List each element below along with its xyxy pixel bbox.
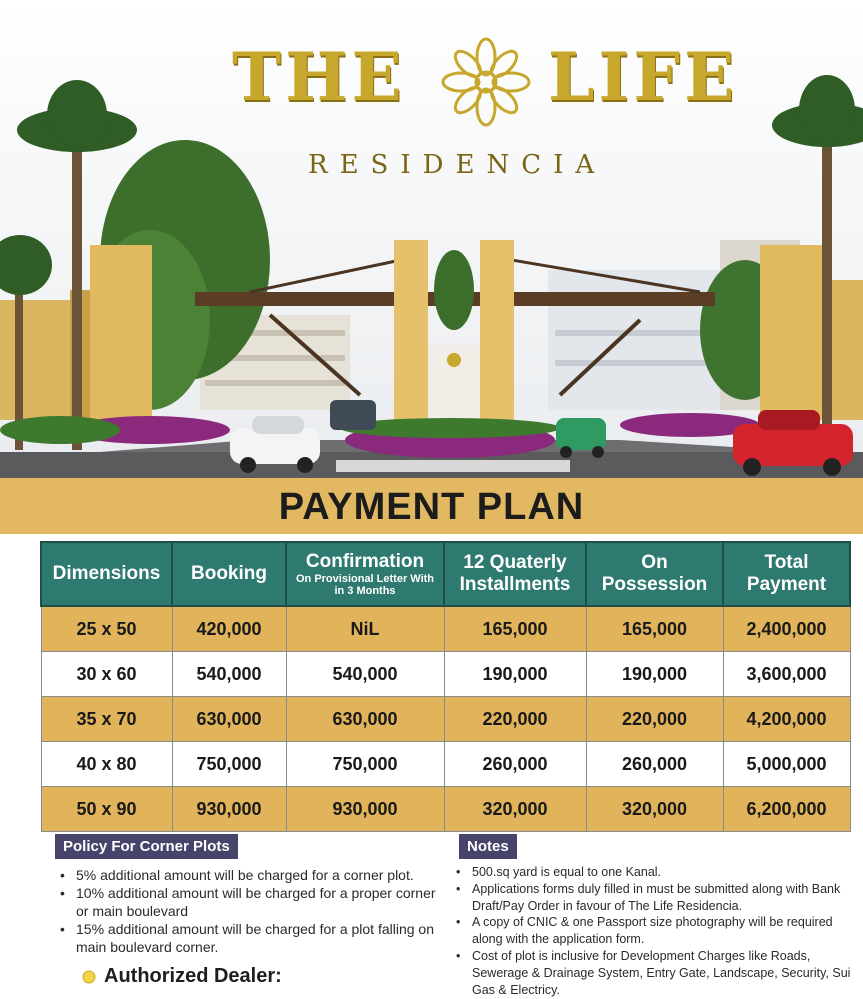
notes-label: Notes [459, 834, 517, 859]
hero-banner [0, 0, 863, 478]
cell-confirmation: 750,000 [286, 742, 444, 787]
list-item: • 15% additional amount will be charged for a plot falling on main boulevard corner. [58, 920, 448, 956]
cell-dimensions: 25 x 50 [41, 606, 172, 652]
list-item: • A copy of CNIC & one Passport size photography will be required along with the application form. [454, 914, 854, 948]
cell-confirmation: NiL [286, 606, 444, 652]
cell-possession: 190,000 [586, 652, 723, 697]
table-row [41, 652, 850, 697]
payment-plan-title: PAYMENT PLAN [278, 486, 585, 528]
brand-title-word-the: THE [232, 38, 406, 116]
cell-confirmation: 930,000 [286, 787, 444, 832]
cell-booking: 540,000 [172, 652, 286, 697]
brand-subtitle: RESIDENCIA [308, 150, 607, 180]
cell-installments: 320,000 [444, 787, 586, 832]
cell-confirmation: 540,000 [286, 652, 444, 697]
cell-dimensions: 35 x 70 [41, 697, 172, 742]
cell-possession: 260,000 [586, 742, 723, 787]
authorized-dealer-label: Authorized Dealer: [104, 965, 282, 987]
cell-possession: 320,000 [586, 787, 723, 832]
cell-installments: 190,000 [444, 652, 586, 697]
header-installments: 12 Quaterly Installments [444, 542, 586, 606]
cell-installments: 220,000 [444, 697, 586, 742]
header-booking: Booking [172, 542, 286, 606]
table-row [41, 742, 850, 787]
cell-dimensions: 40 x 80 [41, 742, 172, 787]
policy-label: Policy For Corner Plots [55, 834, 238, 859]
cell-booking: 630,000 [172, 697, 286, 742]
cell-possession: 220,000 [586, 697, 723, 742]
cell-possession: 165,000 [586, 606, 723, 652]
cell-total: 3,600,000 [723, 652, 850, 697]
cell-dimensions: 50 x 90 [41, 787, 172, 832]
table-row [41, 606, 850, 652]
policy-list [58, 866, 448, 956]
header-confirmation-note: On Provisional Letter With in 3 Months [295, 573, 435, 597]
list-item: • Applications forms duly filled in must be submitted along with Bank Draft/Pay Order in favour of The Life Residencia. [454, 881, 854, 915]
header-confirmation [286, 542, 444, 606]
cell-confirmation: 630,000 [286, 697, 444, 742]
list-item: • 500.sq yard is equal to one Kanal. [454, 864, 854, 881]
payment-plan-banner [0, 478, 863, 534]
notes-list [454, 864, 854, 998]
sun-bullet-icon [80, 968, 98, 986]
list-item: • 10% additional amount will be charged for a proper corner or main boulevard [58, 884, 448, 920]
cell-total: 5,000,000 [723, 742, 850, 787]
cell-booking: 420,000 [172, 606, 286, 652]
cell-total: 6,200,000 [723, 787, 850, 832]
table-row [41, 697, 850, 742]
table-row [41, 787, 850, 832]
list-item: • Cost of plot is inclusive for Development Charges like Roads, Sewerage & Drainage System, Entry Gate, Landscape, Security, Sui Gas & Electricy. [454, 948, 854, 998]
brand-title-word-life: LIFE [548, 38, 739, 116]
cell-booking: 750,000 [172, 742, 286, 787]
payment-plan-table [40, 541, 851, 832]
cell-total: 2,400,000 [723, 606, 850, 652]
header-confirmation-label: Confirmation [305, 551, 425, 572]
table-header-row [41, 542, 850, 606]
header-dimensions: Dimensions [41, 542, 172, 606]
cell-booking: 930,000 [172, 787, 286, 832]
header-total: Total Payment [723, 542, 850, 606]
cell-dimensions: 30 x 60 [41, 652, 172, 697]
list-item: • 5% additional amount will be charged for a corner plot. [58, 866, 448, 884]
cell-installments: 260,000 [444, 742, 586, 787]
header-possession: On Possession [586, 542, 723, 606]
cell-total: 4,200,000 [723, 697, 850, 742]
cell-installments: 165,000 [444, 606, 586, 652]
flower-logo-icon [436, 35, 536, 129]
